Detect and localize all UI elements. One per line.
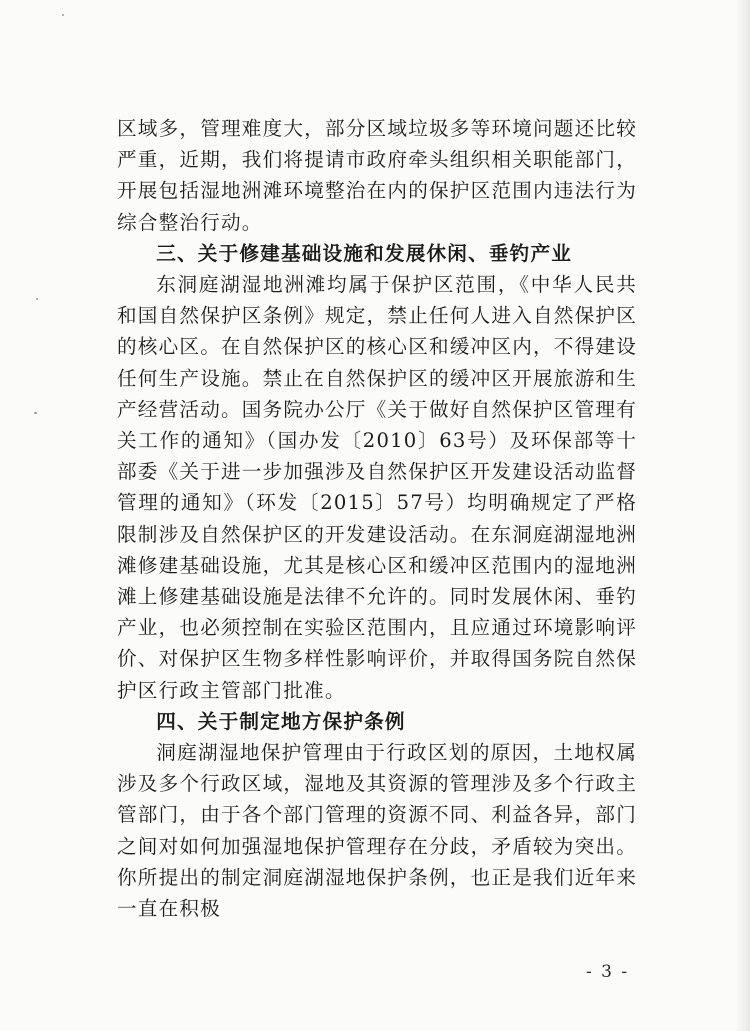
scan-speck <box>34 412 37 414</box>
paragraph-section-4: 洞庭湖湿地保护管理由于行政区划的原因，土地权属涉及多个行政区域，湿地及其资源的管理涉及多个行政主管部门，由于各个部门管理的资源不同、利益各异，部门之间对如何加强湿地保护管理存在分歧，矛盾较为突出。你所提出的制定洞庭湖湿地保护条例，也正是我们近年来一直在积极 <box>117 741 637 921</box>
page-edge-shadow <box>736 0 750 1031</box>
scan-speck <box>62 14 64 16</box>
paragraph-section-3: 东洞庭湖湿地洲滩均属于保护区范围，《中华人民共和国自然保护区条例》规定，禁止任何人进入自然保护区的核心区。在自然保护区的核心区和缓冲区内，不得建设任何生产设施。禁止在自然保护区的缓冲区开展旅游和生产经营活动。国务院办公厅《关于做好自然保护区管理有关工作的通知》（国办发〔2010〕63号）及环保部等十部委《关于进一步加强涉及自然保护区开发建设活动监督管理的通知》（环发〔2015〕57号）均明确规定了严格限制涉及自然保护区的开发建设活动。在东洞庭湖湿地洲滩修建基础设施，尤其是核心区和缓冲区范围内的湿地洲滩上修建基础设施是法律不允许的。同时发展休闲、垂钓产业，也必须控制在实验区范围内，且应通过环境影响评价、对保护区生物多样性影响评价，并取得国务院自然保护区行政主管部门批准。 <box>117 273 637 702</box>
section-heading-3: 三、关于修建基础设施和发展休闲、垂钓产业 <box>156 241 573 265</box>
paragraph-continuation: 区域多，管理难度大，部分区域垃圾多等环境问题还比较严重，近期，我们将提请市政府牵头组织相关职能部门，开展包括湿地洲滩环境整治在内的保护区范围内违法行为综合整治行动。 <box>117 117 637 234</box>
page-number: - 3 - <box>586 962 630 982</box>
scan-speck <box>36 298 38 300</box>
document-body <box>117 113 637 924</box>
section-heading-4: 四、关于制定地方保护条例 <box>156 709 406 733</box>
